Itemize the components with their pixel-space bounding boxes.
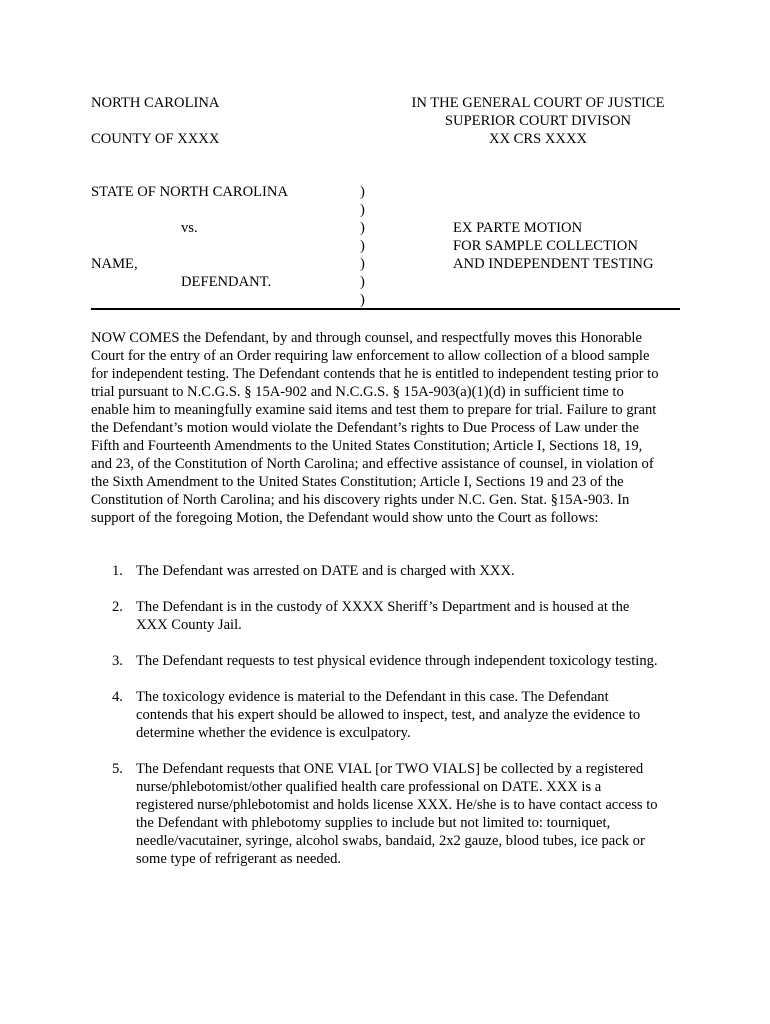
list-item-line: some type of refrigerant as needed. xyxy=(136,851,342,867)
versus-label: vs. xyxy=(181,220,198,236)
intro-paragraph xyxy=(91,329,691,527)
defendant-name: NAME, xyxy=(91,256,138,272)
paragraph-line: the Defendant’s motion would violate the Defendant’s rights to Due Process of Law under the xyxy=(91,420,639,436)
list-item-line: The Defendant was arrested on DATE and is charged with XXX. xyxy=(136,563,515,579)
county-heading: COUNTY OF XXXX xyxy=(91,131,220,147)
paragraph-line: for independent testing. The Defendant contends that he is entitled to independent testing prior to xyxy=(91,366,659,382)
paragraph-line: enable him to meaningfully examine said items and test them to prepare for trial. Failure to grant xyxy=(91,402,657,418)
plaintiff-name: STATE OF NORTH CAROLINA xyxy=(91,184,288,200)
paragraph-line: NOW COMES the Defendant, by and through counsel, and respectfully moves this Honorable xyxy=(91,330,642,346)
paren: ) xyxy=(360,256,365,272)
list-item-line: registered nurse/phlebotomist and holds license XXX. He/she is to have contact access to xyxy=(136,797,658,813)
list-item-line: nurse/phlebotomist/other qualified health care professional on DATE. XXX is a xyxy=(136,779,602,795)
list-item-line: XXX County Jail. xyxy=(136,617,242,633)
list-item xyxy=(91,688,691,742)
court-heading-line2: SUPERIOR COURT DIVISON xyxy=(444,113,632,129)
list-item xyxy=(91,562,691,580)
paragraph-line: Constitution of North Carolina; and his discovery rights under N.C. Gen. Stat. §15A-903. In xyxy=(91,492,630,508)
list-item-number: 2. xyxy=(112,599,123,615)
list-item-number: 3. xyxy=(112,653,123,669)
paren: ) xyxy=(360,274,365,290)
list-item-line: contends that his expert should be allowed to inspect, test, and analyze the evidence to xyxy=(136,707,641,723)
paragraph-line: Court for the entry of an Order requiring law enforcement to allow collection of a blood sample xyxy=(91,348,650,364)
list-item-line: The Defendant requests that ONE VIAL [or TWO VIALS] be collected by a registered xyxy=(136,761,644,777)
paren: ) xyxy=(360,184,365,200)
state-heading: NORTH CAROLINA xyxy=(91,95,220,111)
paren: ) xyxy=(360,202,365,218)
paragraph-line: Fifth and Fourteenth Amendments to the United States Constitution; Article I, Sections 18, 19, xyxy=(91,438,643,454)
list-item-line: the Defendant with phlebotomy supplies to include but not limited to: tourniquet, xyxy=(136,815,611,831)
numbered-list xyxy=(91,562,691,886)
caption-divider xyxy=(91,308,680,310)
motion-title-line3: AND INDEPENDENT TESTING xyxy=(453,256,654,272)
caption-paren-column xyxy=(360,183,370,309)
paren: ) xyxy=(360,292,365,308)
motion-title-line2: FOR SAMPLE COLLECTION xyxy=(453,238,638,254)
paragraph-line: and 23, of the Constitution of North Carolina; and effective assistance of counsel, in violation of xyxy=(91,456,654,472)
list-item-number: 5. xyxy=(112,761,123,777)
list-item-number: 1. xyxy=(112,563,123,579)
paragraph-line: trial pursuant to N.C.G.S. § 15A-902 and N.C.G.S. § 15A-903(a)(1)(d) in sufficient time to xyxy=(91,384,624,400)
case-number: XX CRS XXXX xyxy=(488,131,588,147)
list-item-line: needle/vacutainer, syringe, alcohol swabs, bandaid, 2x2 gauze, blood tubes, ice pack or xyxy=(136,833,645,849)
list-item-line: The Defendant requests to test physical evidence through independent toxicology testing. xyxy=(136,653,658,669)
paren: ) xyxy=(360,220,365,236)
defendant-label: DEFENDANT. xyxy=(181,274,272,290)
paren: ) xyxy=(360,238,365,254)
list-item-line: determine whether the evidence is exculpatory. xyxy=(136,725,411,741)
court-heading-line1: IN THE GENERAL COURT OF JUSTICE xyxy=(411,95,665,111)
list-item-number: 4. xyxy=(112,689,123,705)
list-item-line: The toxicology evidence is material to the Defendant in this case. The Defendant xyxy=(136,689,609,705)
list-item xyxy=(91,760,691,868)
paragraph-line: the Sixth Amendment to the United States Constitution; Article I, Sections 19 and 23 of the xyxy=(91,474,624,490)
list-item xyxy=(91,652,691,670)
list-item-line: The Defendant is in the custody of XXXX Sheriff’s Department and is housed at the xyxy=(136,599,630,615)
motion-title-line1: EX PARTE MOTION xyxy=(453,220,583,236)
list-item xyxy=(91,598,691,634)
paragraph-line: support of the foregoing Motion, the Defendant would show unto the Court as follows: xyxy=(91,510,599,526)
